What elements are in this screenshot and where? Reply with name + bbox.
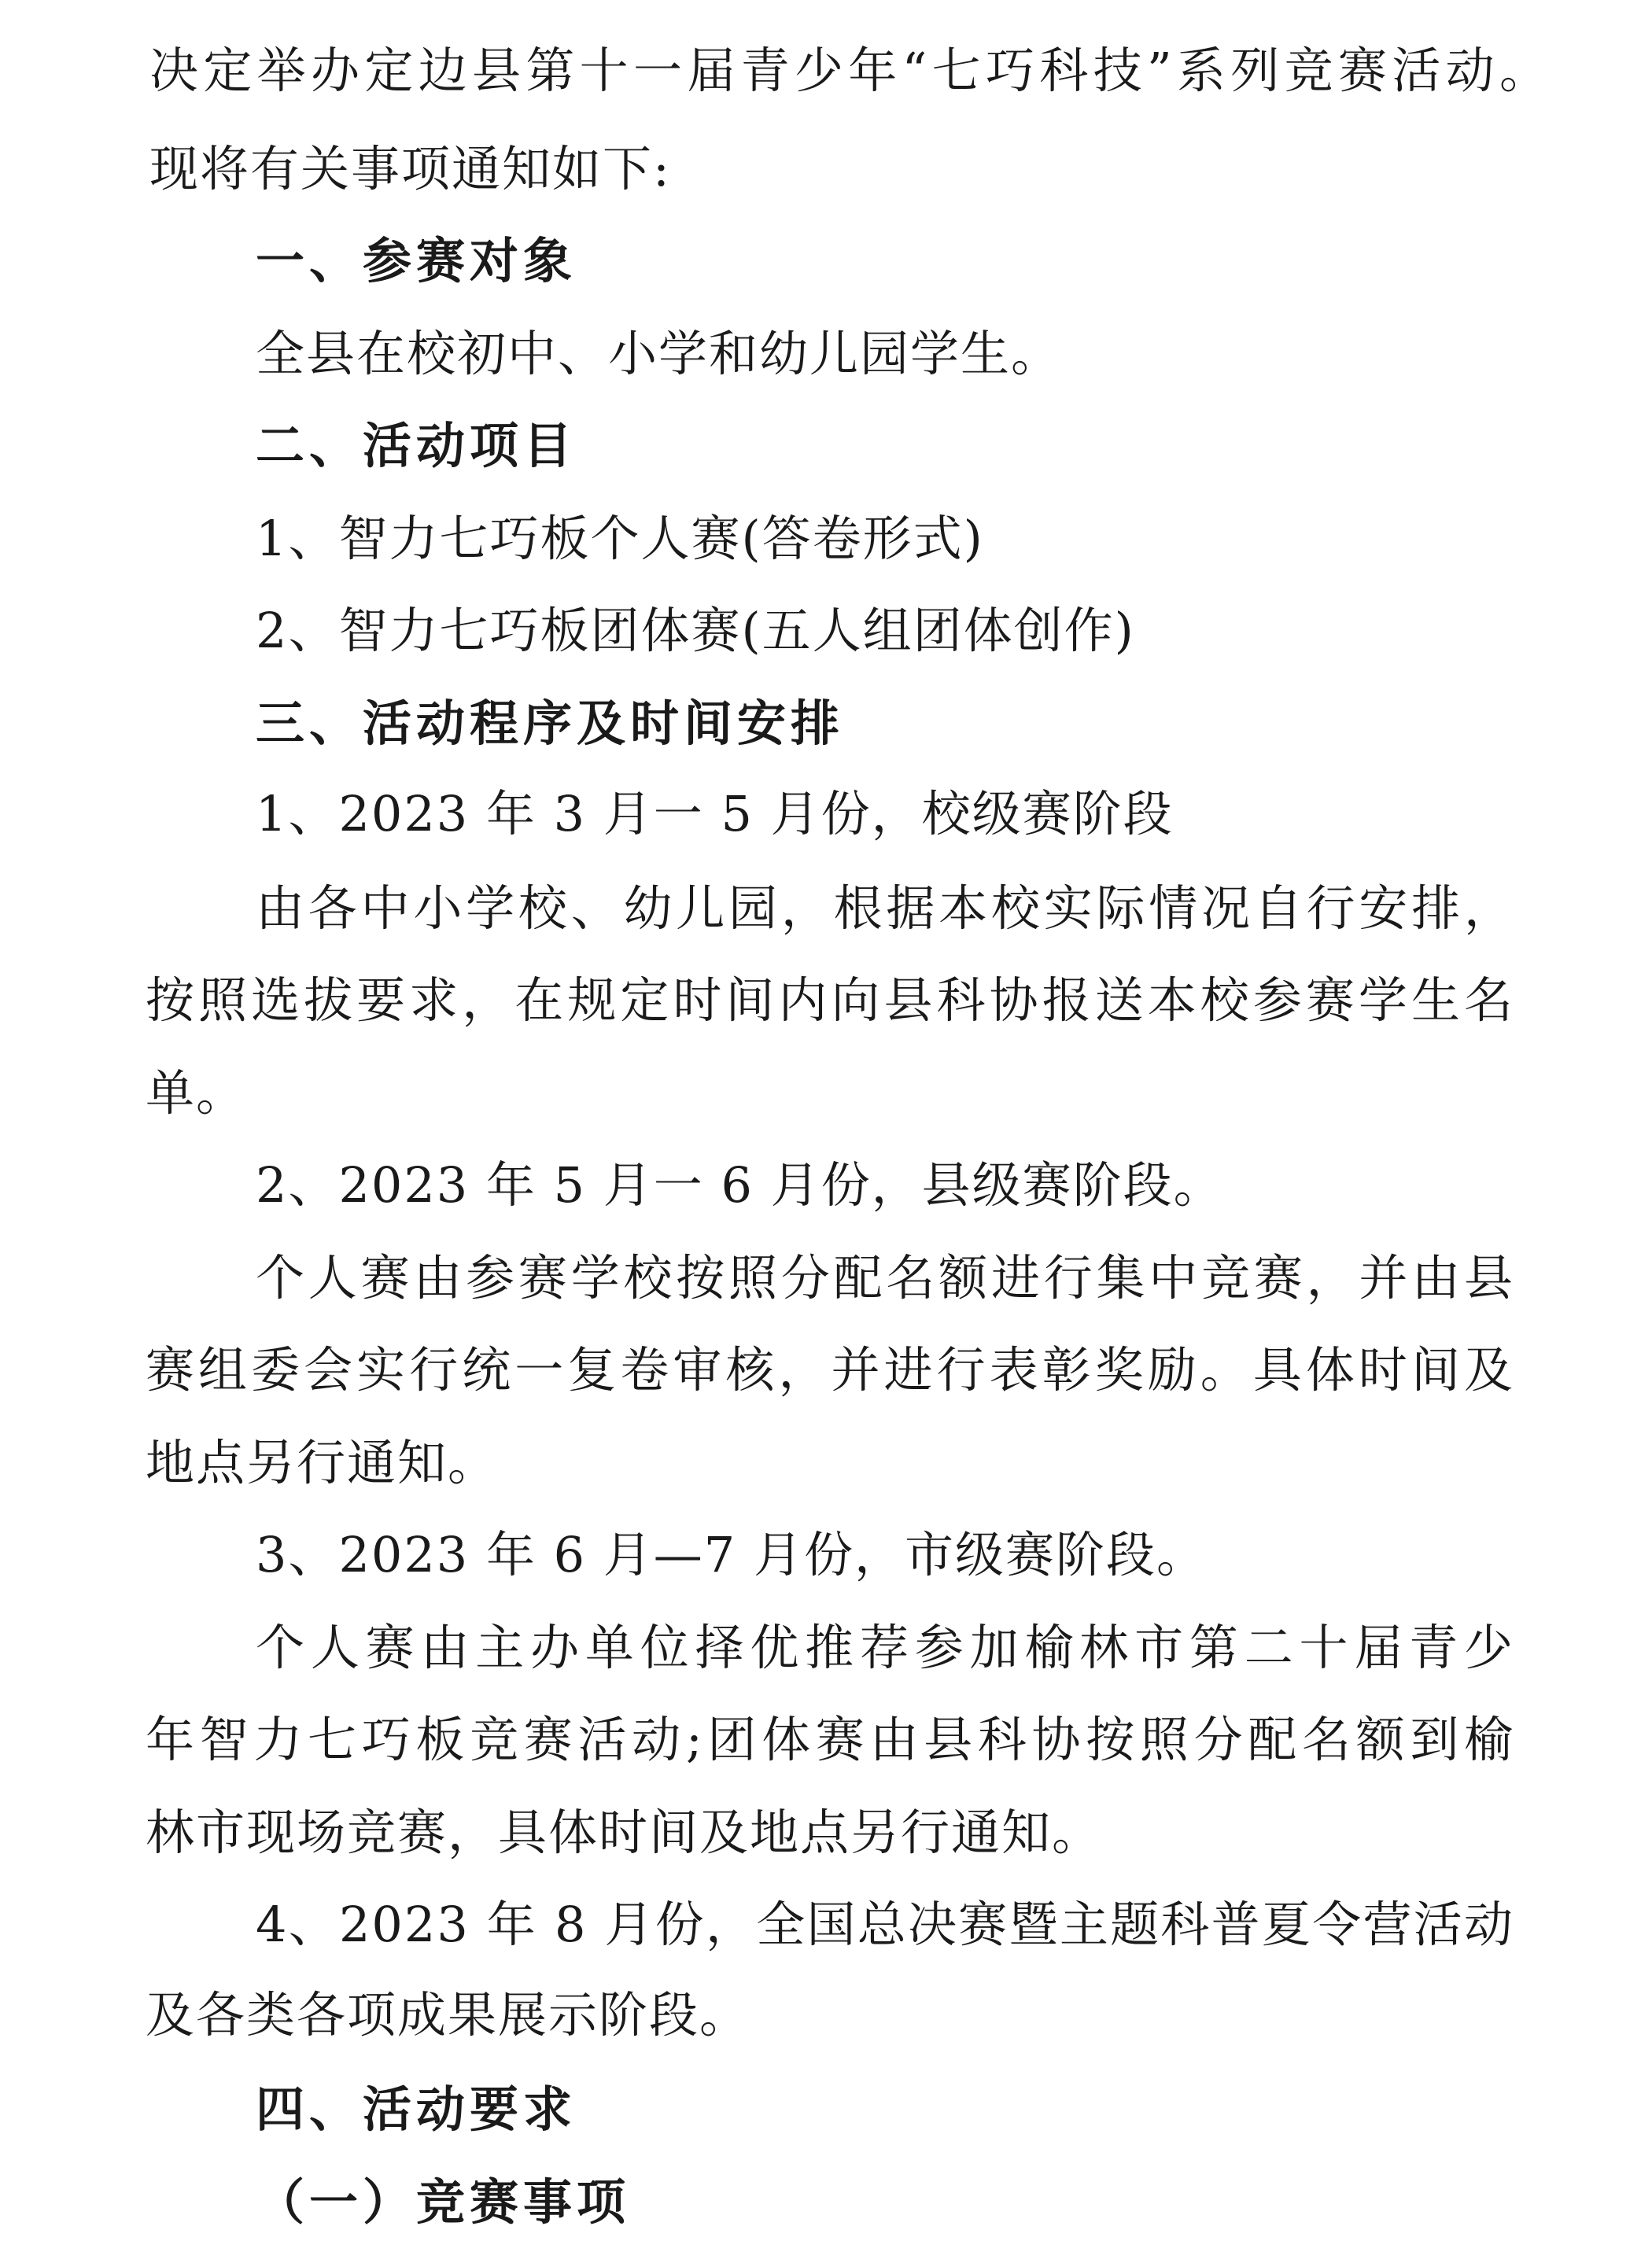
section-1-body: 全县在校初中、小学和幼儿园学生。	[256, 325, 1062, 382]
section-2-item-1: 1、智力七巧板个人赛(答卷形式)	[256, 510, 984, 567]
section-1-heading: 一、参赛对象	[256, 232, 577, 289]
section-2-heading: 二、活动项目	[256, 417, 577, 474]
stage-3-body-line-3: 林市现场竞赛，具体时间及地点另行通知。	[146, 1804, 1103, 1861]
stage-3-body-line-1: 个人赛由主办单位择优推荐参加榆林市第二十届青少	[256, 1619, 1514, 1676]
section-3-heading: 三、活动程序及时间安排	[256, 695, 845, 752]
stage-4-title-line-2: 及各类各项成果展示阶段。	[146, 1986, 750, 2044]
stage-3-title: 3、2023 年 6 月—7 月份，市级赛阶段。	[256, 1526, 1207, 1583]
stage-2-body-line-1: 个人赛由参赛学校按照分配名额进行集中竞赛，并由县	[256, 1249, 1514, 1307]
stage-1-body-line-1: 由各中小学校、幼儿园，根据本校实际情况自行安排，	[256, 879, 1514, 937]
stage-2-body-line-3: 地点另行通知。	[146, 1434, 499, 1491]
stage-2-title: 2、2023 年 5 月一 6 月份，县级赛阶段。	[256, 1156, 1224, 1214]
intro-line-1: 决定举办定边县第十一届青少年“七巧科技”系列竞赛活动。	[149, 42, 1550, 99]
stage-1-body-line-3: 单。	[146, 1064, 247, 1122]
stage-4-title-line-1: 4、2023 年 8 月份，全国总决赛暨主题科普夏令营活动	[256, 1896, 1514, 1953]
section-4-subheading-1: （一）竞赛事项	[256, 2173, 631, 2231]
stage-3-body-line-2: 年智力七巧板竞赛活动;团体赛由县科协按照分配名额到榆	[146, 1711, 1514, 1768]
section-2-item-2: 2、智力七巧板团体赛(五人组团体创作)	[256, 602, 1135, 659]
intro-line-2: 现将有关事项通知如下:	[149, 140, 671, 197]
stage-1-body-line-2: 按照选拔要求，在规定时间内向县科协报送本校参赛学生名	[146, 971, 1514, 1029]
stage-2-body-line-2: 赛组委会实行统一复卷审核，并进行表彰奖励。具体时间及	[146, 1341, 1514, 1399]
section-4-heading: 四、活动要求	[256, 2081, 577, 2138]
stage-1-title: 1、2023 年 3 月一 5 月份，校级赛阶段	[256, 785, 1174, 842]
